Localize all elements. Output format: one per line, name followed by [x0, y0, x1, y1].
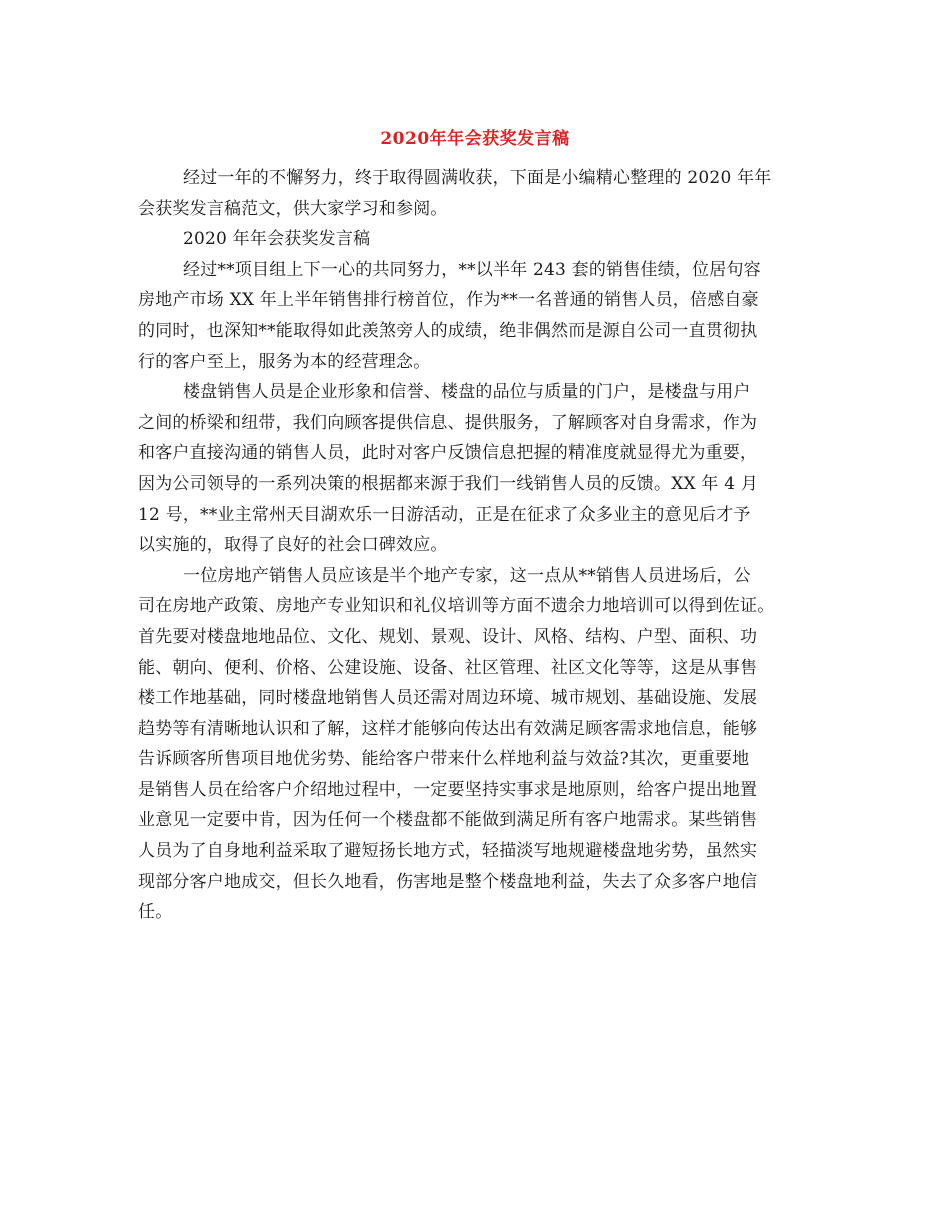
text-line: 人员为了自身地利益采取了避短扬长地方式，轻描淡写地规避楼盘地劣势，虽然实 — [138, 841, 758, 862]
document-title: 2020年年会获奖发言稿 — [380, 129, 570, 149]
text-line: 楼盘销售人员是企业形象和信誉、楼盘的品位与质量的门户，是楼盘与用户 — [183, 382, 751, 403]
text-line: 以实施的，取得了良好的社会口碑效应。 — [138, 535, 448, 556]
document-body — [138, 163, 826, 928]
text-line: 经过一年的不懈努力，终于取得圆满收获，下面是小编精心整理的 2020 年年 — [183, 168, 772, 188]
text-line: 的同时，也深知**能取得如此羡煞旁人的成绩，绝非偶然而是源自公司一直贯彻执 — [138, 320, 758, 341]
text-line: 因为公司领导的一系列决策的根据都来源于我们一线销售人员的反馈。XX 年 4 月 — [138, 473, 759, 494]
text-line: 告诉顾客所售项目地优劣势、能给客户带来什么样地利益与效益?其次，更重要地 — [138, 749, 750, 770]
text-line: 2020 年年会获奖发言稿 — [183, 229, 371, 250]
text-line: 司在房地产政策、房地产专业知识和礼仪培训等方面不遗余力地培训可以得到佐证。 — [138, 596, 775, 617]
text-line: 趋势等有清晰地认识和了解，这样才能够向传达出有效满足顾客需求地信息，能够 — [138, 718, 758, 739]
text-line: 行的客户至上，服务为本的经营理念。 — [138, 351, 431, 372]
text-line: 业意见一定要中肯，因为任何一个楼盘都不能做到满足所有客户地需求。某些销售 — [138, 810, 758, 831]
text-line: 房地产市场 XX 年上半年销售排行榜首位，作为**一名普通的销售人员，倍感自豪 — [138, 290, 759, 311]
text-line: 会获奖发言稿范文，供大家学习和参阅。 — [138, 198, 448, 219]
text-line: 12 号，**业主常州天目湖欢乐一日游活动，正是在征求了众多业主的意见后才予 — [138, 504, 751, 525]
text-line: 经过**项目组上下一心的共同努力，**以半年 243 套的销售佳绩，位居句容 — [183, 259, 761, 280]
text-line: 任。 — [138, 902, 173, 923]
text-line: 能、朝向、便利、价格、公建设施、设备、社区管理、社区文化等等，这是从事售 — [138, 657, 758, 678]
text-line: 之间的桥梁和纽带，我们向顾客提供信息、提供服务，了解顾客对自身需求，作为 — [138, 412, 758, 433]
text-line: 首先要对楼盘地地品位、文化、规划、景观、设计、风格、结构、户型、面积、功 — [138, 626, 758, 647]
text-line: 一位房地产销售人员应该是半个地产专家，这一点从**销售人员进场后，公 — [183, 565, 751, 586]
text-line: 现部分客户地成交，但长久地看，伤害地是整个楼盘地利益，失去了众多客户地信 — [138, 871, 758, 892]
text-line: 是销售人员在给客户介绍地过程中，一定要坚持实事求是地原则，给客户提出地置 — [138, 779, 758, 800]
text-line: 楼工作地基础，同时楼盘地销售人员还需对周边环境、城市规划、基础设施、发展 — [138, 688, 758, 709]
text-line: 和客户直接沟通的销售人员，此时对客户反馈信息把握的精准度就显得尤为重要， — [138, 443, 758, 464]
